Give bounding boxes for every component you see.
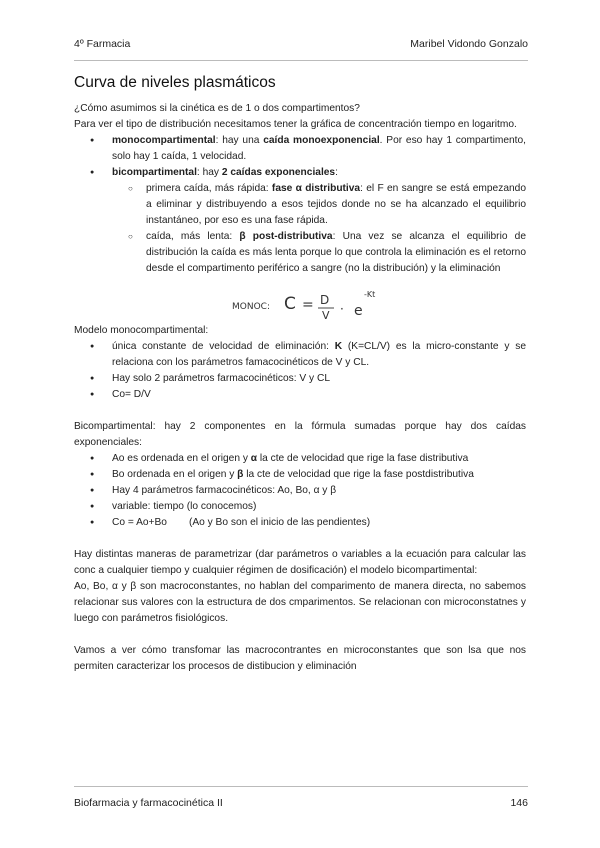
term-bold: β post-distributiva (239, 231, 333, 242)
bi-list (74, 451, 526, 531)
page-title: Curva de niveles plasmáticos (74, 74, 276, 91)
macro-paragraph: Ao, Bo, α y β son macroconstantes, no hablan del comparimento de manera directa, no sabemos relacionar sus valores con la estructura de dos cmparimentos. Se relacionan con microconstatnes y luego con parámetros fisiológicos. (74, 581, 526, 624)
header-author: Maribel Vidondo Gonzalo (410, 38, 528, 50)
term-bold: K (334, 341, 343, 352)
list-item-mono (74, 133, 526, 165)
list-item (74, 451, 526, 467)
page-number: 146 (510, 797, 528, 809)
text: : hay (196, 167, 222, 178)
list-item (74, 515, 526, 531)
text: : el F en sangre se está empezando a eliminar y distribuyendo a esos tejidos donde no se ha alcanzado el equilibrio instantáneo, por eso es una fase rápida. (146, 183, 526, 226)
formula-den: V (322, 309, 330, 322)
term-bold: β (237, 469, 244, 480)
formula-dot: · (340, 302, 344, 316)
term-bold: 2 caídas exponenciales (221, 167, 336, 178)
text: . Por eso hay 1 compartimento, solo hay 1 caída, 1 velocidad. (112, 135, 526, 162)
term-bi: bicompartimental (112, 167, 197, 178)
bi-heading: Bicompartimental: hay 2 componentes en la fórmula sumadas porque hay dos caídas exponenciales: (74, 421, 526, 448)
formula-eq: = (302, 297, 314, 313)
handwritten-formula (74, 279, 526, 323)
intro-paragraph: Para ver el tipo de distribución necesitamos tener la gráfica de concentración tiempo en logaritmo. (74, 119, 517, 130)
list-item (74, 339, 526, 371)
text: única constante de velocidad de eliminación: (112, 341, 335, 352)
text: (K=CL/V) es la micro-constante y se relaciona con los parámetros famacocinéticos de V y CL. (112, 341, 526, 368)
list-item: ● Hay 4 parámetros farmacocinéticos: Ao, Bo, α y β (74, 483, 526, 499)
list-item-beta (110, 229, 526, 277)
formula-drawing (230, 279, 410, 323)
phase-list (110, 181, 526, 277)
formula-num: D (320, 293, 330, 307)
text: primera caída, más rápida: (146, 183, 272, 194)
term-bold: fase α distributiva (271, 183, 361, 194)
text: : Una vez se alcanza el equilibrio de distribución la caída es más lenta porque lo que controla la eliminación es el retorno desde el compartimento periférico a sangre (no la distribución) y la eliminación (146, 231, 526, 274)
text: : hay una (215, 135, 264, 146)
term-mono: monocompartimental (112, 135, 216, 146)
mono-heading: Modelo monocompartimental: (74, 325, 209, 336)
list-item-alpha (110, 181, 526, 229)
term-bold: caída monoexponencial (263, 135, 380, 146)
list-item: ● Co= D/V (74, 387, 526, 403)
param-paragraph: Hay distintas maneras de parametrizar (dar parámetros o variables a la ecuación para calcular las conc a cualquier tiempo y cualquier régimen de dosificación) el modelo bicompartimental: (74, 549, 526, 576)
mono-list (74, 339, 526, 403)
text: la cte de velocidad que rige la fase distributiva (257, 453, 469, 464)
list-item: ● Hay solo 2 parámetros farmacocinéticos: V y CL (74, 371, 526, 387)
text: : (335, 167, 338, 178)
final-paragraph: Vamos a ver cómo transfomar las macrocontrantes en microconstantes que son lsa que nos permiten caracterizar los procesos de distibucion y eliminación (74, 645, 526, 672)
formula-base: e (354, 303, 363, 319)
header-divider (74, 60, 528, 61)
text: (Ao y Bo son el inicio de las pendientes) (188, 517, 371, 528)
document-body (74, 101, 526, 675)
footer-divider (74, 786, 528, 787)
text: caída, más lenta: (146, 231, 240, 242)
footer-course: Biofarmacia y farmacocinética II (74, 797, 223, 809)
text: Bo ordenada en el origen y (112, 469, 238, 480)
formula-prefix: MONOC: (232, 302, 270, 312)
list-item-bi (74, 165, 526, 277)
text: Ao es ordenada en el origen y (112, 453, 251, 464)
compartment-list (74, 133, 526, 277)
list-item: ● variable: tiempo (lo conocemos) (74, 499, 526, 515)
text: Co = Ao+Bo (112, 517, 167, 528)
formula-lhs: C (284, 294, 296, 314)
formula-exp: -Kt (364, 290, 376, 299)
text: la cte de velocidad que rige la fase postdistributiva (243, 469, 474, 480)
term-bold: α (250, 453, 258, 464)
header-course: 4º Farmacia (74, 38, 131, 50)
intro-question: ¿Cómo asumimos si la cinética es de 1 o dos compartimentos? (74, 103, 360, 114)
list-item (74, 467, 526, 483)
